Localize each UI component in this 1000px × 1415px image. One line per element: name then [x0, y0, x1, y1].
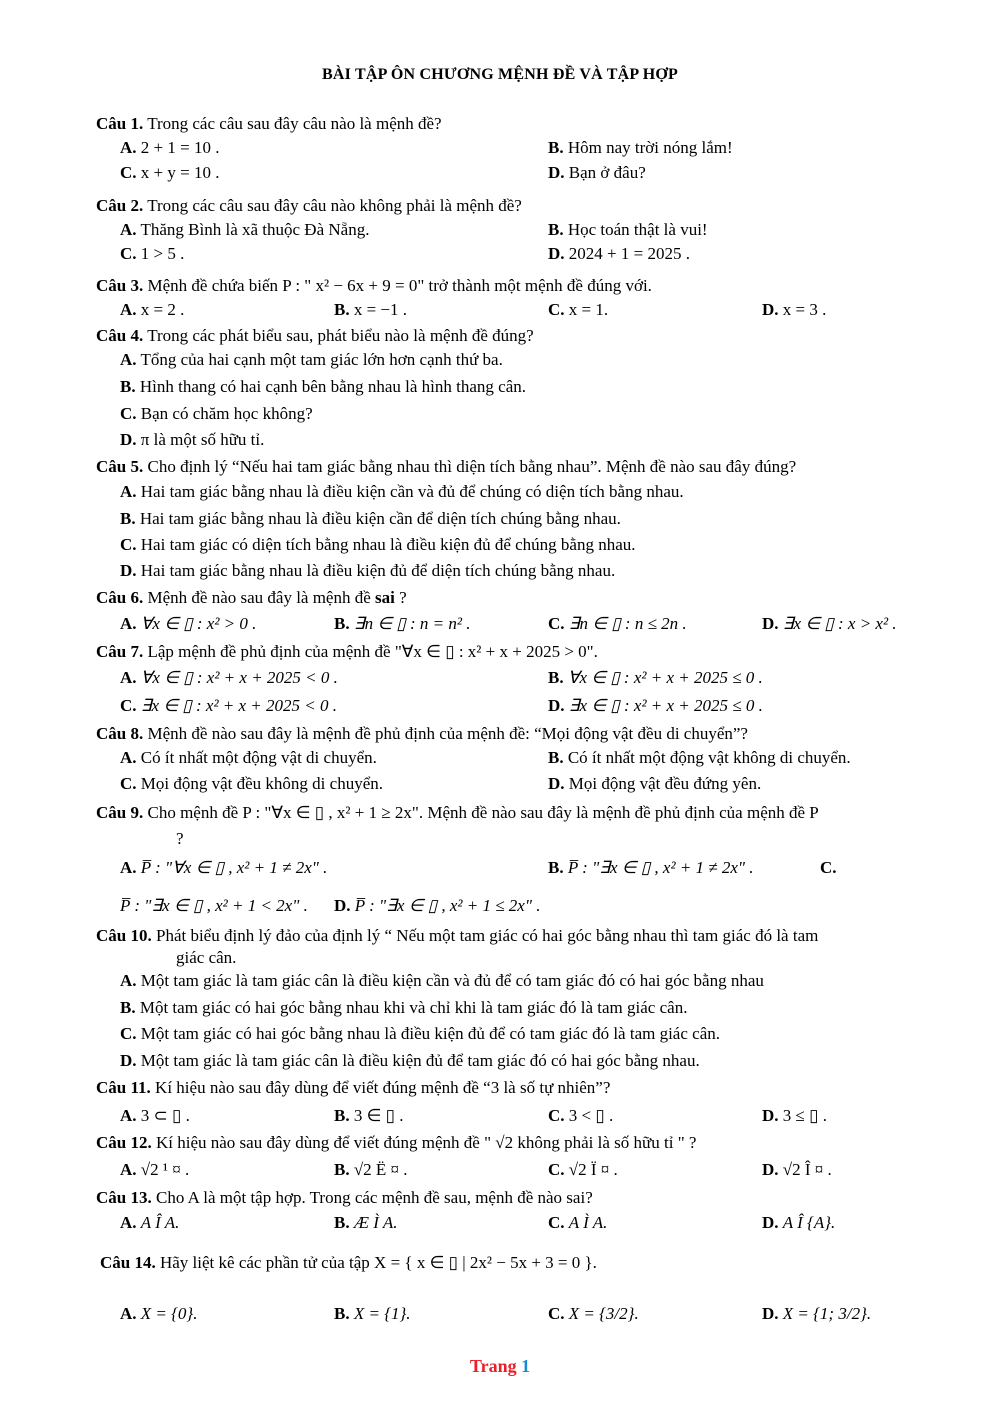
question-text: Hãy liệt kê các phần tử của tập X = { x ∈ ▯ | 2x² − 5x + 3 = 0 }.: [159, 1253, 597, 1272]
emphasis-word: sai: [375, 588, 395, 607]
option-b[interactable]: B. Hôm nay trời nóng lắm!: [548, 138, 733, 157]
option-b[interactable]: B. √2 Ë ¤ .: [334, 1160, 408, 1179]
option-c-label[interactable]: C.: [820, 858, 837, 877]
option-b[interactable]: B. Hình thang có hai cạnh bên bằng nhau là hình thang cân.: [120, 377, 527, 396]
question-text: Mệnh đề chứa biến P : " x² − 6x + 9 = 0" trở thành một mệnh đề đúng với.: [147, 276, 652, 295]
option-b[interactable]: B. P̅ : "∃x ∈ ▯ , x² + 1 ≠ 2x" .: [548, 858, 754, 877]
option-d[interactable]: D. 3 ≤ ▯ .: [762, 1106, 827, 1125]
answer-row: [0, 242, 1000, 266]
option-d[interactable]: D. X = {1; 3/2}.: [762, 1304, 872, 1323]
question-9: [0, 801, 1000, 825]
question-label: Câu 5.: [96, 457, 144, 476]
answer-row: [0, 1158, 1000, 1182]
page-number: [0, 1356, 1000, 1377]
option-c[interactable]: C. Hai tam giác có diện tích bằng nhau là điều kiện đủ để chúng bằng nhau.: [120, 535, 636, 554]
option-d[interactable]: D. 2024 + 1 = 2025 .: [548, 244, 690, 263]
option-b[interactable]: B. ∃n ∈ ▯ : n = n² .: [334, 614, 471, 633]
option-c[interactable]: C. x + y = 10 .: [120, 163, 220, 182]
question-text: Mệnh đề nào sau đây là mệnh đề: [147, 588, 371, 607]
option-a[interactable]: A. 2 + 1 = 10 .: [120, 138, 220, 157]
question-text: Cho mệnh đề P : "∀x ∈ ▯ , x² + 1 ≥ 2x". Mệnh đề nào sau đây là mệnh đề phủ định của mệnh đề P: [147, 803, 819, 822]
option-c[interactable]: C. X = {3/2}.: [548, 1304, 639, 1323]
question-4: [0, 324, 1000, 348]
question-8: [0, 722, 1000, 746]
question-text: Mệnh đề nào sau đây là mệnh đề phủ định của mệnh đề: “Mọi động vật đều di chuyển”?: [147, 724, 748, 743]
answer-row: [0, 533, 1000, 557]
answer-row: [0, 218, 1000, 242]
question-text: Trong các phát biểu sau, phát biểu nào là mệnh đề đúng?: [147, 326, 534, 345]
option-d[interactable]: D. ∃x ∈ ▯ : x² + x + 2025 ≤ 0 .: [548, 696, 763, 715]
answer-row: [0, 375, 1000, 399]
option-a[interactable]: A. ∀x ∈ ▯ : x² > 0 .: [120, 614, 257, 633]
option-c[interactable]: C. ∃n ∈ ▯ : n ≤ 2n .: [548, 614, 687, 633]
option-d[interactable]: D. Một tam giác là tam giác cân là điều kiện đủ để tam giác đó có hai góc bằng nhau.: [120, 1051, 700, 1070]
question-text: Kí hiệu nào sau đây dùng để viết đúng mệnh đề “3 là số tự nhiên”?: [155, 1078, 611, 1097]
option-b[interactable]: B. ∀x ∈ ▯ : x² + x + 2025 ≤ 0 .: [548, 668, 763, 687]
option-d[interactable]: D. ∃x ∈ ▯ : x > x² .: [762, 614, 897, 633]
answer-row: [0, 746, 1000, 770]
answer-row: [0, 996, 1000, 1020]
answer-row: [0, 1302, 1000, 1326]
answer-row: [0, 402, 1000, 426]
answer-row: [0, 666, 1000, 690]
question-label: Câu 7.: [96, 642, 144, 661]
option-c[interactable]: C. Một tam giác có hai góc bằng nhau là điều kiện đủ để có tam giác đó là tam giác cân.: [120, 1024, 720, 1043]
page-number-value: 1: [521, 1356, 531, 1376]
answer-row: [0, 1049, 1000, 1073]
option-a[interactable]: A. Có ít nhất một động vật di chuyển.: [120, 748, 377, 767]
answer-row: [0, 1022, 1000, 1046]
answer-row: [0, 559, 1000, 583]
question-13: [0, 1186, 1000, 1210]
option-c-text[interactable]: P̅ : "∃x ∈ ▯ , x² + 1 < 2x" .: [120, 896, 308, 915]
answer-row: [0, 298, 1000, 322]
question-3: [0, 274, 1000, 298]
answer-row: [0, 428, 1000, 452]
question-7: [0, 640, 1000, 664]
question-label: Câu 12.: [96, 1133, 152, 1152]
question-text: Cho A là một tập hợp. Trong các mệnh đề sau, mệnh đề nào sai?: [155, 1188, 593, 1207]
option-c[interactable]: C. 3 < ▯ .: [548, 1106, 614, 1125]
answer-row: [0, 480, 1000, 504]
option-a[interactable]: A. Một tam giác là tam giác cân là điều kiện cần và đủ để có tam giác đó có hai góc bằng nhau: [120, 971, 764, 990]
option-b[interactable]: B. X = {1}.: [334, 1304, 411, 1323]
option-d[interactable]: D. π là một số hữu tỉ.: [120, 430, 265, 449]
option-b[interactable]: B. Một tam giác có hai góc bằng nhau khi và chỉ khi là tam giác đó là tam giác cân.: [120, 998, 688, 1017]
question-text: Kí hiệu nào sau đây dùng để viết đúng mệnh đề " √2 không phải là số hữu tỉ " ?: [155, 1133, 697, 1152]
question-label: Câu 13.: [96, 1188, 152, 1207]
page-number-word: Trang: [469, 1356, 517, 1376]
option-d[interactable]: D. Bạn ở đâu?: [548, 163, 646, 182]
option-a[interactable]: A. X = {0}.: [120, 1304, 198, 1323]
answer-row: [0, 136, 1000, 160]
option-b[interactable]: B. Hai tam giác bằng nhau là điều kiện cần để diện tích chúng bằng nhau.: [120, 509, 621, 528]
question-text: Trong các câu sau đây câu nào là mệnh đề?: [147, 114, 442, 133]
answer-row: [0, 856, 1000, 880]
question-continuation: ?: [176, 829, 184, 848]
option-a[interactable]: A. 3 ⊂ ▯ .: [120, 1106, 190, 1125]
question-2: [0, 194, 1000, 218]
option-c[interactable]: C. √2 Ï ¤ .: [548, 1160, 618, 1179]
answer-row: [0, 894, 1000, 918]
option-d[interactable]: D. Mọi động vật đều đứng yên.: [548, 774, 762, 793]
answer-row: [0, 348, 1000, 372]
answer-row: [0, 694, 1000, 718]
option-c[interactable]: C. ∃x ∈ ▯ : x² + x + 2025 < 0 .: [120, 696, 337, 715]
question-label: Câu 10.: [96, 926, 152, 945]
option-b[interactable]: B. x = −1 .: [334, 300, 408, 319]
question-text: Trong các câu sau đây câu nào không phải là mệnh đề?: [147, 196, 522, 215]
answer-row: [0, 1211, 1000, 1235]
answer-row: [0, 969, 1000, 993]
answer-row: [0, 507, 1000, 531]
option-d[interactable]: D. P̅ : "∃x ∈ ▯ , x² + 1 ≤ 2x" .: [334, 896, 541, 915]
option-c[interactable]: C. Bạn có chăm học không?: [120, 404, 313, 423]
question-text: Phát biểu định lý đảo của định lý “ Nếu một tam giác có hai góc bằng nhau thì tam giác đó là tam: [155, 926, 819, 945]
question-label: Câu 4.: [96, 326, 144, 345]
option-d[interactable]: D. A Î {A}.: [762, 1213, 836, 1232]
question-label: Câu 1.: [96, 114, 144, 133]
option-b[interactable]: B. Có ít nhất một động vật không di chuyển.: [548, 748, 851, 767]
answer-row: [0, 161, 1000, 185]
option-a[interactable]: A. Thăng Bình là xã thuộc Đà Nẵng.: [120, 220, 370, 239]
question-label: Câu 2.: [96, 196, 144, 215]
question-continuation: giác cân.: [176, 948, 237, 967]
option-a[interactable]: A. P̅ : "∀x ∈ ▯ , x² + 1 ≠ 2x" .: [120, 858, 328, 877]
option-b[interactable]: B. Học toán thật là vui!: [548, 220, 708, 239]
answer-row: [0, 772, 1000, 796]
question-1: [0, 112, 1000, 136]
answer-row: [0, 612, 1000, 636]
option-d[interactable]: D. x = 3 .: [762, 300, 827, 319]
option-c[interactable]: C. x = 1.: [548, 300, 609, 319]
question-text: Lập mệnh đề phủ định của mệnh đề "∀x ∈ ▯ : x² + x + 2025 > 0".: [147, 642, 598, 661]
question-label: Câu 11.: [96, 1078, 151, 1097]
question-label: Câu 9.: [96, 803, 144, 822]
question-label: Câu 6.: [96, 588, 144, 607]
option-b[interactable]: B. Æ Ì A.: [334, 1213, 398, 1232]
option-d[interactable]: D. √2 Î ¤ .: [762, 1160, 832, 1179]
option-a[interactable]: A. A Î A.: [120, 1213, 180, 1232]
option-a[interactable]: A. Hai tam giác bằng nhau là điều kiện cần và đủ để chúng có diện tích bằng nhau.: [120, 482, 684, 501]
question-12: [0, 1131, 1000, 1155]
option-a[interactable]: A. x = 2 .: [120, 300, 185, 319]
question-6: Câu 6. Mệnh đề nào sau đây là mệnh đề sai ?: [96, 588, 407, 607]
question-14: [0, 1251, 1000, 1275]
option-a[interactable]: A. ∀x ∈ ▯ : x² + x + 2025 < 0 .: [120, 668, 338, 687]
question-text: Cho định lý “Nếu hai tam giác bằng nhau thì diện tích bằng nhau”. Mệnh đề nào sau đây đúng?: [147, 457, 797, 476]
option-c[interactable]: C. Mọi động vật đều không di chuyển.: [120, 774, 383, 793]
question-label: Câu 14.: [100, 1253, 156, 1272]
question-10: [0, 924, 1000, 948]
question-label: Câu 8.: [96, 724, 144, 743]
page-title: BÀI TẬP ÔN CHƯƠNG MỆNH ĐỀ VÀ TẬP HỢP: [322, 66, 678, 83]
option-a[interactable]: A. Tổng của hai cạnh một tam giác lớn hơn cạnh thứ ba.: [120, 350, 503, 369]
option-b[interactable]: B. 3 ∈ ▯ .: [334, 1106, 404, 1125]
option-d[interactable]: D. Hai tam giác bằng nhau là điều kiện đủ để diện tích chúng bằng nhau.: [120, 561, 616, 580]
option-c[interactable]: C. A Ì A.: [548, 1213, 608, 1232]
question-11: [0, 1076, 1000, 1100]
option-c[interactable]: C. 1 > 5 .: [120, 244, 185, 263]
option-a[interactable]: A. √2 ¹ ¤ .: [120, 1160, 190, 1179]
answer-row: [0, 1104, 1000, 1128]
question-5: [0, 455, 1000, 479]
question-label: Câu 3.: [96, 276, 144, 295]
